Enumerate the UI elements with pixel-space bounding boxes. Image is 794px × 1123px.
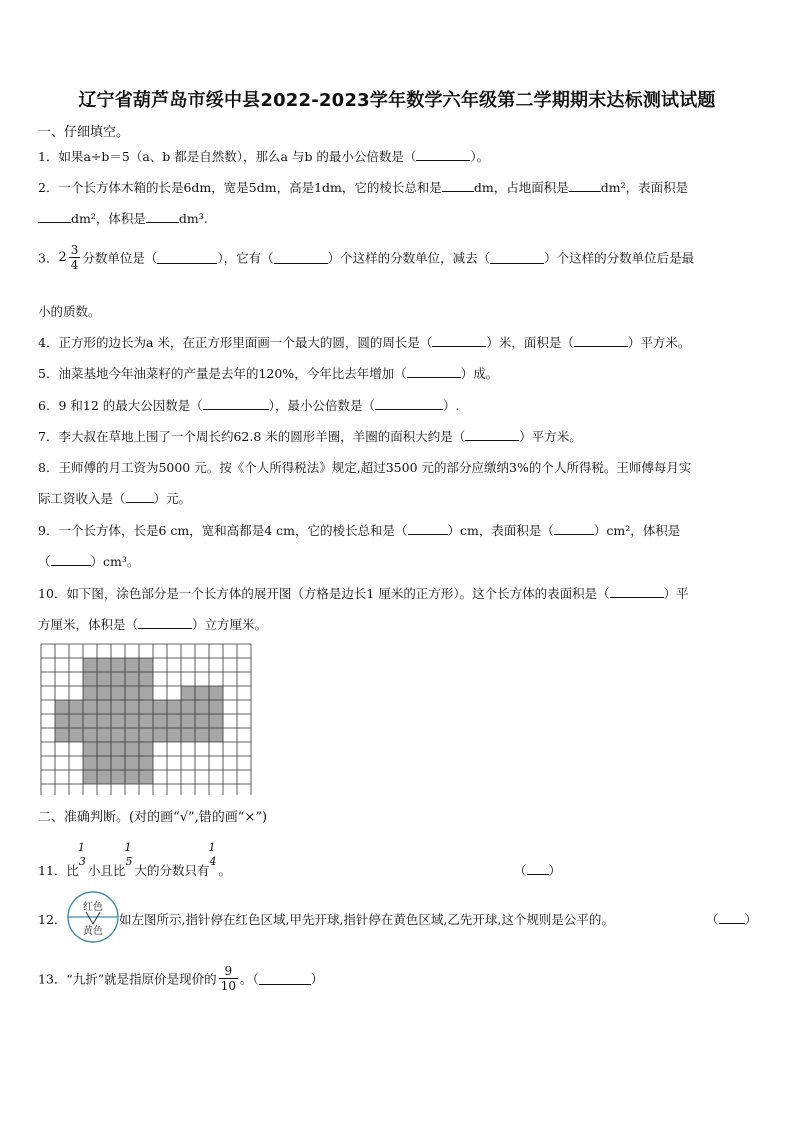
shaded-cell: [125, 686, 139, 700]
question-2-cont: dm²，体积是 dm³.: [38, 209, 208, 227]
shaded-cell: [125, 658, 139, 672]
shaded-cell: [209, 686, 223, 700]
spinner-diagram: [66, 890, 120, 944]
shaded-cell: [195, 714, 209, 728]
shaded-cell: [97, 728, 111, 742]
shaded-cell: [97, 714, 111, 728]
fraction: $\frac{3}{4}$: [70, 243, 79, 272]
shaded-cell: [83, 728, 97, 742]
shaded-cell: [111, 770, 125, 784]
answer-blank[interactable]: [408, 522, 448, 535]
question-6: 6．9 和12 的最大公因数是（ ），最小公倍数是（ ）.: [38, 398, 460, 413]
answer-blank[interactable]: [490, 251, 544, 264]
net-grid-figure: [40, 643, 252, 799]
question-4: 4．正方形的边长为a 米，在正方形里面画一个最大的圆，圆的周长是（ ）米，面积是（ ）平方米。: [38, 335, 691, 350]
question-3-cont: 小的质数。: [38, 304, 101, 319]
shaded-cell: [139, 770, 153, 784]
red-region-label: 红色: [83, 902, 103, 913]
shaded-cell: [83, 714, 97, 728]
shaded-cell: [69, 700, 83, 714]
shaded-cell: [97, 756, 111, 770]
shaded-cell: [97, 700, 111, 714]
answer-blank[interactable]: [203, 397, 269, 410]
answer-blank[interactable]: [259, 972, 311, 985]
question-11: 11．比 1 3 小且比 1 5 大的分数只有 1 4 。: [38, 841, 231, 878]
shaded-cell: [55, 714, 69, 728]
shaded-cell: [167, 728, 181, 742]
answer-blank[interactable]: [274, 251, 328, 264]
shaded-cell: [125, 728, 139, 742]
answer-blank[interactable]: [157, 251, 217, 264]
shaded-cell: [83, 672, 97, 686]
shaded-cell: [111, 742, 125, 756]
shaded-cell: [83, 756, 97, 770]
shaded-cell: [153, 728, 167, 742]
shaded-cell: [125, 770, 139, 784]
shaded-cell: [209, 700, 223, 714]
shaded-cell: [139, 756, 153, 770]
shaded-cell: [111, 714, 125, 728]
shaded-cell: [181, 714, 195, 728]
shaded-cell: [97, 770, 111, 784]
shaded-cell: [125, 714, 139, 728]
question-9: 9．一个长方体，长是6 cm，宽和高都是4 cm，它的棱长总和是（ ）cm，表面积是（ ）cm²，体积是: [38, 523, 681, 538]
shaded-cell: [97, 672, 111, 686]
shaded-cell: [83, 742, 97, 756]
section-1-heading: 一、仔细填空。: [38, 125, 130, 140]
question-3: 3．2 $\frac{3}{4}$ 分数单位是（ ），它有（ ）个这样的分数单位，减去（ ）个这样的分数单位后是最: [38, 243, 695, 272]
question-5: 5．油菜基地今年油菜籽的产量是去年的120%，今年比去年增加（ ）成。: [38, 366, 499, 381]
shaded-cell: [125, 700, 139, 714]
shaded-cell: [97, 742, 111, 756]
judgement-blank[interactable]: （ ）: [706, 912, 758, 927]
question-12-number: 12．: [38, 912, 67, 927]
shaded-cell: [139, 728, 153, 742]
answer-blank[interactable]: [554, 522, 594, 535]
shaded-cell: [69, 728, 83, 742]
shaded-cell: [139, 742, 153, 756]
shaded-cell: [181, 700, 195, 714]
shaded-cell: [195, 686, 209, 700]
question-10: 10．如下图，涂色部分是一个长方体的展开图（方格是边长1 厘米的正方形）。这个长方体的表面积是（ ）平: [38, 586, 689, 601]
shaded-cell: [97, 658, 111, 672]
fraction: $\frac{9}{10}$: [220, 964, 236, 993]
shaded-cell: [153, 714, 167, 728]
spinner-svg: [66, 890, 120, 944]
question-8: 8．王师傅的月工资为5000 元。按《个人所得税法》规定,超过3500 元的部分应缴纳3%的个人所得税。王师傅每月实: [38, 460, 692, 475]
shaded-cell: [195, 728, 209, 742]
answer-blank[interactable]: [416, 148, 470, 161]
shaded-cell: [167, 714, 181, 728]
shaded-cell: [83, 700, 97, 714]
shaded-cell: [125, 742, 139, 756]
shaded-cell: [83, 658, 97, 672]
shaded-cell: [83, 686, 97, 700]
shaded-cell: [167, 700, 181, 714]
shaded-cell: [111, 700, 125, 714]
shaded-cell: [153, 700, 167, 714]
fraction: 1 4: [208, 841, 217, 868]
yellow-region-label: 黄色: [83, 926, 103, 937]
answer-blank[interactable]: [375, 397, 443, 410]
shaded-cell: [209, 714, 223, 728]
shaded-cell: [181, 686, 195, 700]
fraction: 1 5: [124, 841, 133, 868]
grid-svg: [40, 643, 252, 795]
shaded-cell: [139, 686, 153, 700]
shaded-cell: [209, 728, 223, 742]
shaded-cell: [55, 728, 69, 742]
answer-blank[interactable]: [442, 179, 474, 192]
answer-blank[interactable]: [574, 334, 628, 347]
shaded-cell: [111, 658, 125, 672]
question-8-cont: 际工资收入是（ ）元。: [38, 491, 192, 506]
answer-blank[interactable]: [465, 428, 519, 441]
fraction: 1 3: [77, 841, 86, 868]
question-9-cont: （ ）cm³。: [38, 554, 140, 569]
answer-blank[interactable]: [146, 210, 179, 223]
answer-blank[interactable]: [610, 585, 664, 598]
page-title: 辽宁省葫芦岛市绥中县2022-2023学年数学六年级第二学期期末达标测试试题: [78, 90, 716, 111]
shaded-cell: [139, 714, 153, 728]
answer-blank[interactable]: [126, 490, 154, 503]
question-13: 13．“九折”就是指原价是现价的 $\frac{9}{10}$ 。（ ）: [38, 964, 324, 993]
shaded-cell: [181, 728, 195, 742]
shaded-cell: [125, 756, 139, 770]
question-7: 7．李大叔在草地上围了一个周长约62.8 米的圆形羊圈，羊圈的面积大约是（ ）平方米。: [38, 429, 582, 444]
answer-blank[interactable]: [51, 553, 91, 566]
answer-blank[interactable]: [407, 365, 461, 378]
shaded-cell: [111, 728, 125, 742]
shaded-cell: [139, 658, 153, 672]
shaded-cell: [55, 700, 69, 714]
question-12: 如左图所示,指针停在红色区域,甲先开球,指针停在黄色区域,乙先开球,这个规则是公平的。: [119, 912, 614, 927]
answer-blank[interactable]: [432, 334, 486, 347]
shaded-cell: [195, 700, 209, 714]
shaded-cell: [69, 714, 83, 728]
shaded-cell: [139, 672, 153, 686]
question-1: 1．如果a÷b＝5（a、b 都是自然数），那么a 与b 的最小公倍数是（ ）。: [38, 149, 490, 164]
answer-blank[interactable]: [38, 210, 71, 223]
shaded-cell: [83, 770, 97, 784]
shaded-cell: [139, 700, 153, 714]
shaded-cell: [111, 672, 125, 686]
judgement-blank[interactable]: （ ）: [514, 863, 562, 878]
answer-blank[interactable]: [569, 179, 601, 192]
shaded-cell: [97, 686, 111, 700]
shaded-cell: [125, 672, 139, 686]
shaded-cell: [111, 686, 125, 700]
question-10-cont: 方厘米，体积是（ ）立方厘米。: [38, 617, 268, 632]
shaded-cell: [111, 756, 125, 770]
question-2: 2．一个长方体木箱的长是6dm，宽是5dm，高是1dm，它的棱长总和是 dm，占地面积是 dm²，表面积是: [38, 180, 689, 195]
answer-blank[interactable]: [138, 616, 192, 629]
section-2-heading: 二、准确判断。(对的画“√”,错的画“×”): [38, 810, 268, 825]
